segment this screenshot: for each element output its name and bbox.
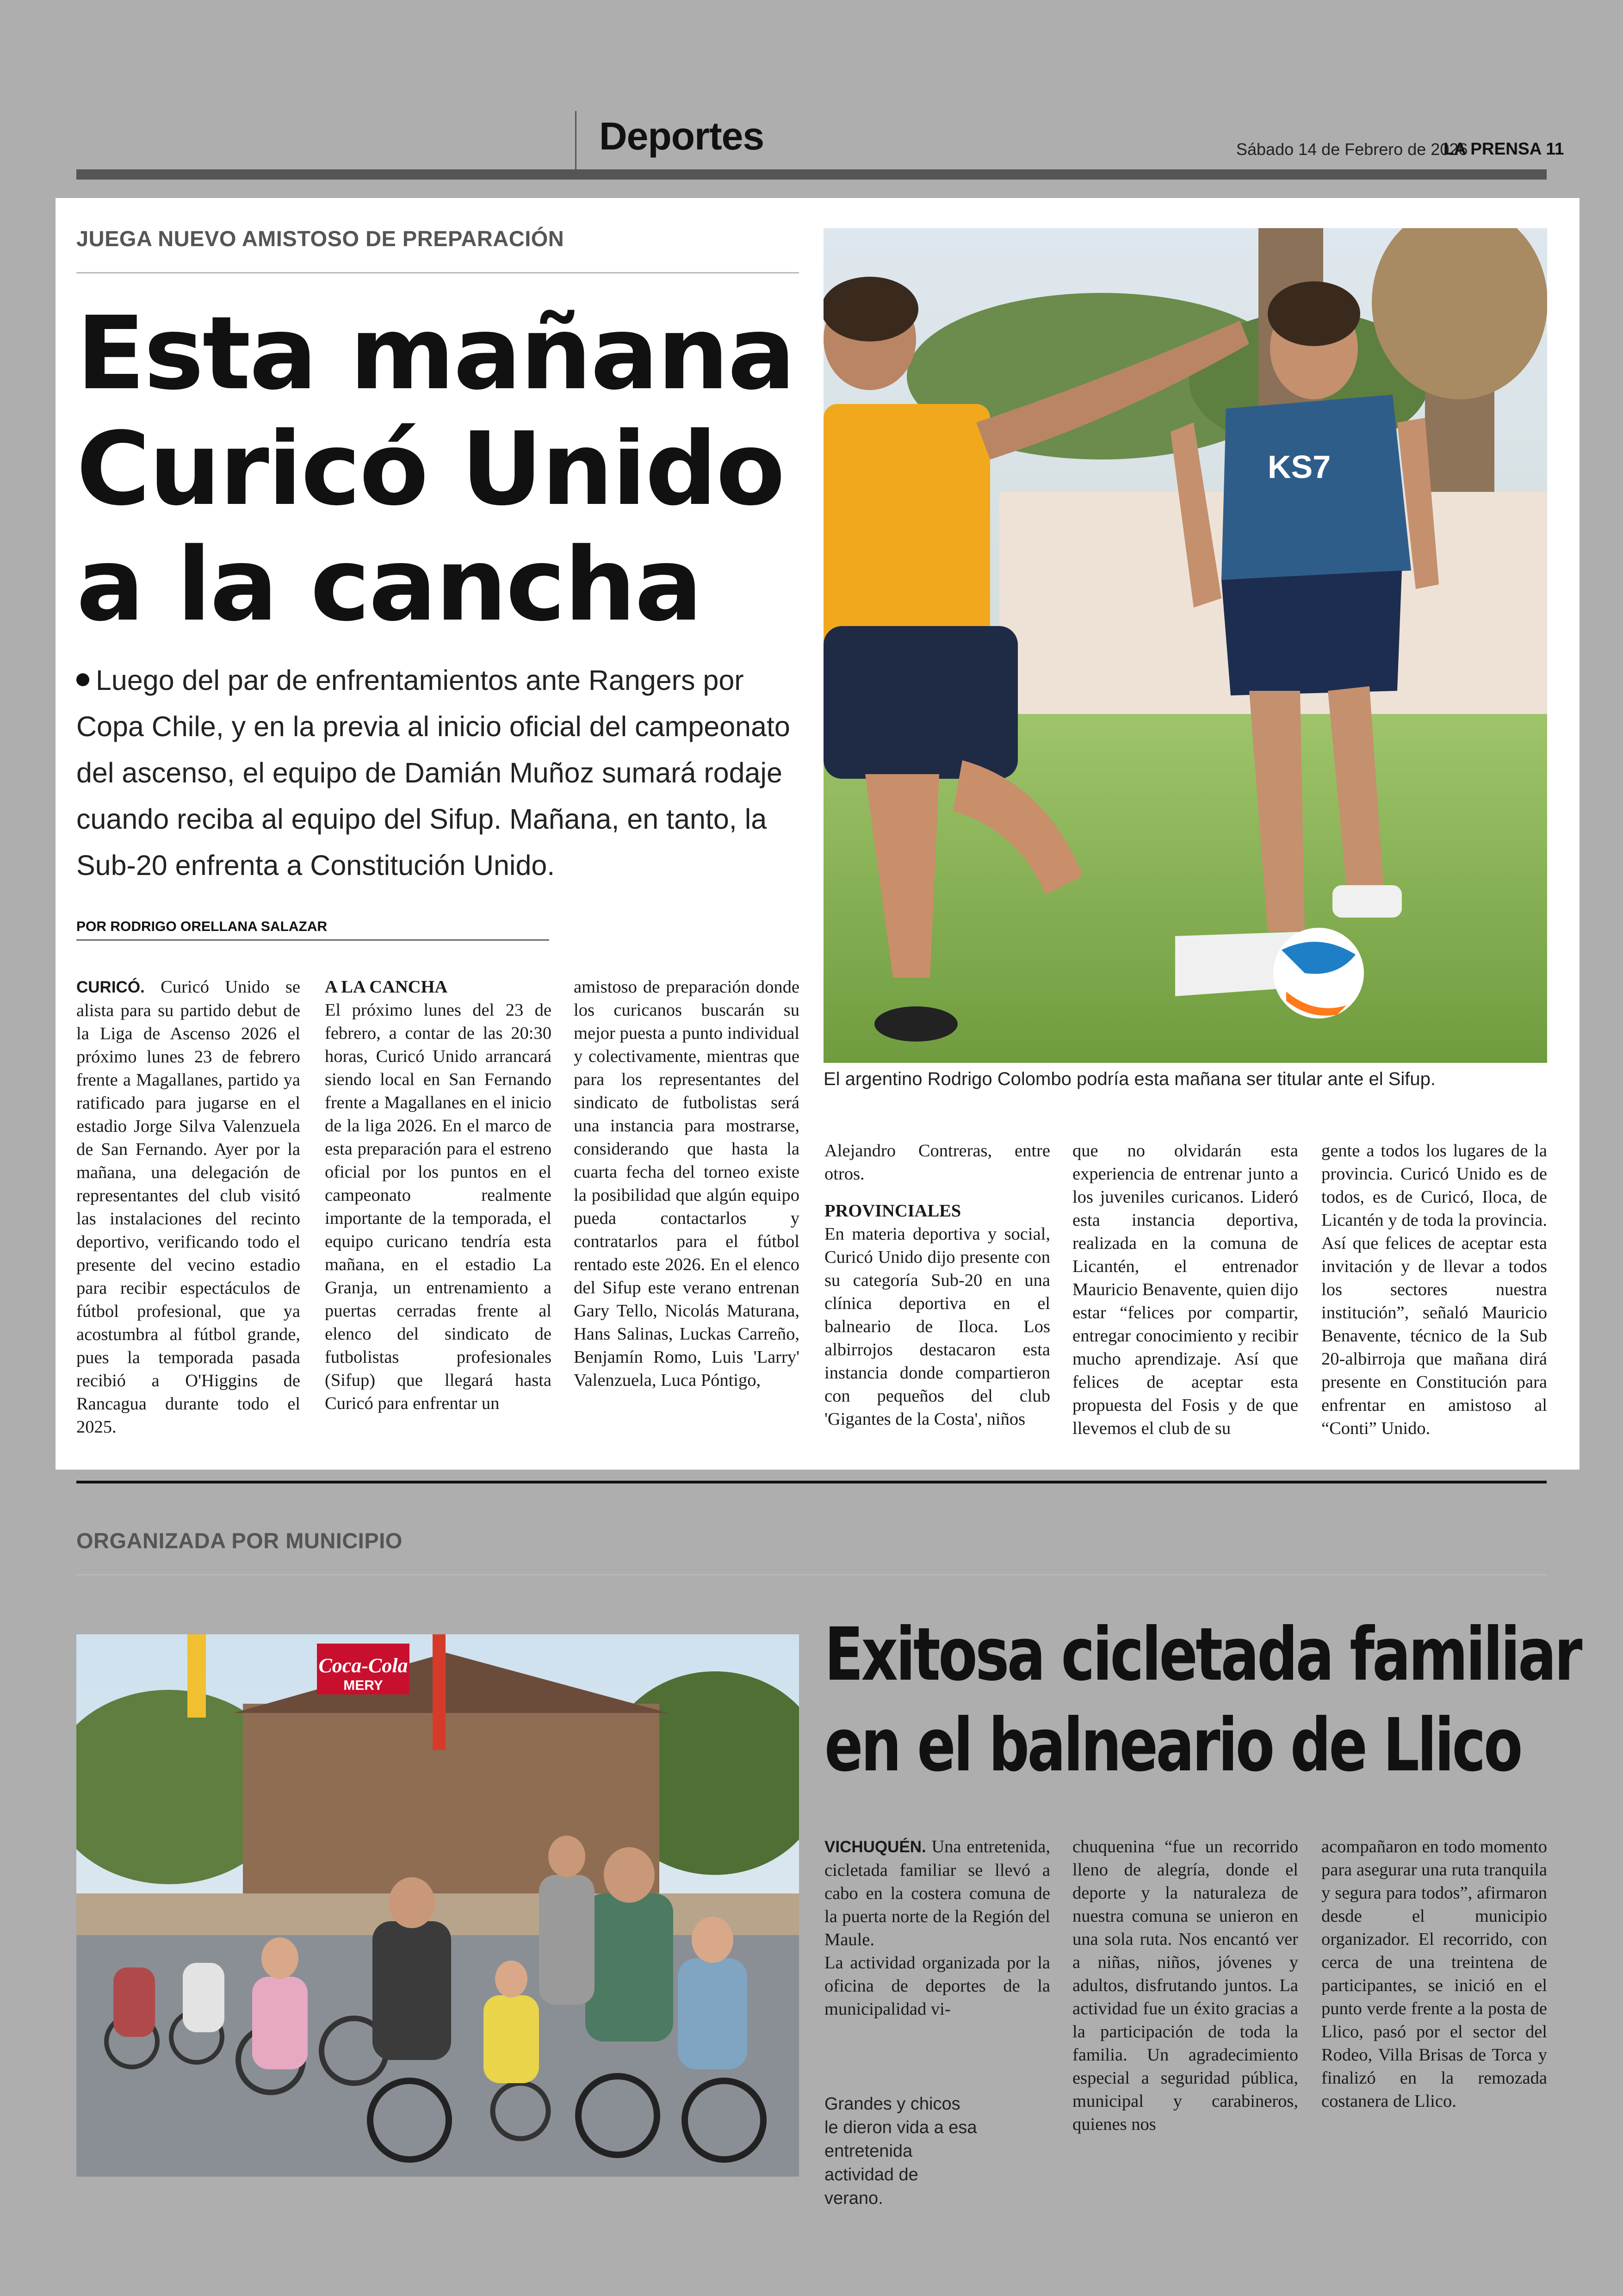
issue-date: Sábado 14 de Febrero de 2026: [1236, 140, 1468, 159]
story2-dateline: VICHUQUÉN.: [824, 1838, 926, 1856]
story1-col2-text: El próximo lunes del 23 de febrero, a contar de las 20:30 horas, Curicó Unido arrancará siendo local en San Fernando frente a Magallanes en el inicio de la liga 2026. En el marco de esta preparación para el estreno oficial por los puntos en el campeonato realmente importante de la temporada, el equipo curicano tendría esta mañana, en el estadio La Granja, un entrenamiento a puertas cerradas frente al elenco del sindicato de futbolistas profesionales (Sifup) que llegará hasta Curicó para enfrentar un: [325, 1000, 551, 1413]
byline-rule: [76, 939, 549, 941]
story2-column-2: [1072, 1835, 1298, 2136]
story1-column-5: [1072, 1139, 1298, 1440]
paper-name: LA PRENSA: [1443, 139, 1542, 158]
story2-column-3: [1321, 1835, 1547, 2113]
headline-line: a la cancha: [76, 527, 701, 644]
deck-text: Luego del par de enfrentamientos ante Rangers por Copa Chile, y en la previa al inicio oficial del campeonato del ascenso, el equipo de Damián Muñoz sumará rodaje cuando reciba al equipo del Sifup. Mañana, en tanto, la Sub-20 enfrenta a Constitución Unido.: [76, 664, 790, 881]
story1-dateline: CURICÓ.: [76, 978, 145, 996]
story1-col1-text: Curicó Unido se alista para su partido debut de la Liga de Ascenso 2026 el próximo lunes 23 de febrero frente a Magallanes, partido ya ratificado para jugarse en el estadio Jorge Silva Valenzuela de San Fernando. Ayer por la mañana, una delegación de representantes del club visitó las instalaciones del recinto deportivo, verificando todo el presente del vecino estadio para recibir espectáculos de fútbol profesional, que ya acostumbra al fútbol grande, pues la temporada pasada recibió a O'Higgins de Rancagua durante todo el 2025.: [76, 977, 301, 1437]
story2-photo: [76, 1634, 799, 2177]
story1-col3-text: amistoso de preparación donde los curicanos buscarán su mejor puesta a punto individual y colectivamente, mientras que para los representantes del sindicato de futbolistas será una instancia para mostrarse, considerando que hasta la cuarta fecha del torneo existe la posibilidad que algún equipo pueda contactarlos y contratarlos para el fútbol rentado este 2026. En el elenco del Sifup este verano entrenan Gary Tello, Nicolás Maturana, Hans Salinas, Luckas Carreño, Benjamín Romo, Luis 'Larry' Valenzuela, Luca Póntigo,: [574, 977, 799, 1390]
header-separator: [575, 111, 576, 170]
story2-kicker: ORGANIZADA POR MUNICIPIO: [76, 1528, 403, 1553]
story1-photo-caption: El argentino Rodrigo Colombo podría esta mañana ser titular ante el Sifup.: [824, 1069, 1436, 1089]
headline-line: Exitosa cicletada familiar: [824, 1612, 1580, 1697]
header-bar: [76, 169, 1547, 180]
story1-column-2: [325, 975, 551, 1415]
subhead-a-la-cancha: A LA CANCHA: [325, 977, 448, 997]
story2-photo-caption: Grandes y chicos le dieron vida a esa entretenida actividad de verano.: [824, 2094, 977, 2208]
story2-headline: [824, 1609, 1580, 1791]
story1-col5-text: que no olvidarán esta experiencia de entrenar junto a los juveniles curicanos. Lideró esta instancia deportiva, realizada en la comuna de Licantén, el entrenador Mauricio Benavente, quien dijo estar “felices por compartir, entregar conocimiento y recibir mucho aprendizaje. Así que felices de aceptar esta propuesta del Fosis y de que llevemos el club de su: [1072, 1141, 1298, 1438]
section-name: Deportes: [599, 114, 764, 158]
story1-deck: [76, 657, 798, 888]
headline-line: Curicó Unido: [76, 411, 784, 528]
story1-photo: [824, 228, 1547, 1063]
story1-column-1: [76, 975, 300, 1439]
photo-sign-text-2: MERY: [343, 1678, 383, 1693]
bullet-icon: [76, 673, 89, 686]
story1-kicker-rule: [76, 272, 799, 273]
story1-col4b-text: En materia deportiva y social, Curicó Unido dijo presente con su categoría Sub-20 en una clínica deportiva en el balneario de Iloca. Los albirrojos destacaron esta instancia donde compartieron con pequeños del club 'Gigantes de la Costa', niños: [824, 1224, 1050, 1429]
story2-col3-text: acompañaron en todo momento para asegurar una ruta tranquila y segura para todos”, afirmaron desde el municipio organizador. El recorrido, con cerca de una treintena de participantes, se inició en el punto verde frente a la posta de Llico, pasó por el sector del Rodeo, Villa Brisas de Torca y finalizó en la remozada costanera de Llico.: [1321, 1837, 1547, 2111]
story1-column-3: [574, 975, 799, 1392]
paper-name-page: [1443, 139, 1564, 159]
story2-col1-text: Una entretenida, cicletada familiar se llevó a cabo en la costera comuna de la puerta norte de la Región del Maule.: [824, 1837, 1050, 1949]
story1-headline: [76, 296, 798, 643]
story2-column-1: [824, 1835, 1050, 2021]
headline-line: Esta mañana: [76, 295, 794, 412]
story1-col6-text: gente a todos los lugares de la provincia. Curicó Unido es de todos, es de Curicó, Iloca, de Licantén y de toda la provincia. Así que felices de aceptar esta invitación y de llevar a todos los sectores nuestra institución”, señaló Mauricio Benavente, técnico de la Sub 20-albirroja que mañana dirá presente en Constitución para enfrentar en amistoso al “Conti” Unido.: [1321, 1141, 1547, 1438]
story1-column-4: [824, 1139, 1050, 1431]
story2-col1b-text: La actividad organizada por la oficina de deportes de la municipalidad vi-: [824, 1953, 1050, 2019]
headline-line: en el balneario de Llico: [824, 1703, 1521, 1788]
story1-kicker: JUEGA NUEVO AMISTOSO DE PREPARACIÓN: [76, 226, 564, 251]
subhead-provinciales: PROVINCIALES: [824, 1201, 961, 1221]
story1-column-6: [1321, 1139, 1547, 1440]
photo-sponsor-text: KS7: [1268, 449, 1331, 485]
page-number: 11: [1546, 139, 1564, 158]
photo-sign-text: Coca-Cola: [318, 1654, 408, 1677]
story1-col4a-text: Alejandro Contreras, entre otros.: [824, 1141, 1050, 1184]
story-divider: [76, 1481, 1547, 1483]
story2-col2-text: chuquenina “fue un recorrido lleno de alegría, donde el deporte y la naturaleza de nuestra comuna se unieron en una sola ruta. Nos encantó ver a niñas, niños, jóvenes y adultos, disfrutando juntos. La actividad fue un éxito gracias a la participación de toda la familia. Un agradecimiento especial a seguridad pública, municipal y carabineros, quienes nos: [1072, 1837, 1298, 2134]
story2-kicker-rule: [76, 1574, 1547, 1576]
story1-byline: POR RODRIGO ORELLANA SALAZAR: [76, 919, 328, 934]
